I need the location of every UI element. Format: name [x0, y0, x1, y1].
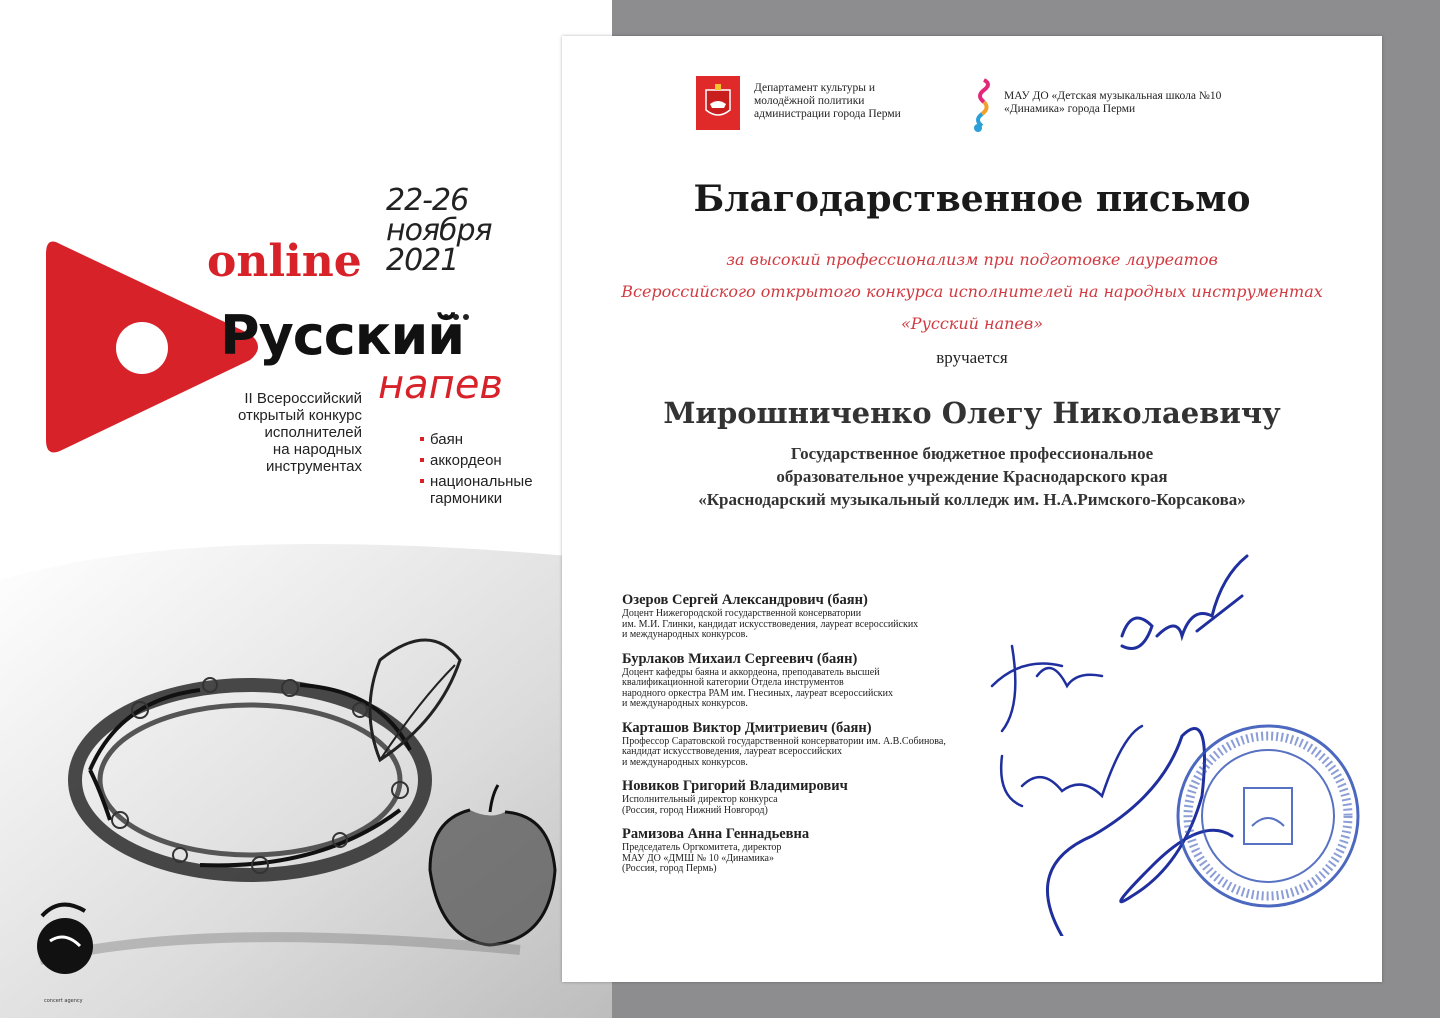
contest-description: II Всероссийский открытый конкурс исполнителей на народных инструментах — [237, 390, 362, 475]
letter-title: Благодарственное письмо — [693, 178, 1251, 220]
instrument-item: аккордеон — [420, 452, 560, 469]
dates-days: 22-26 — [386, 183, 469, 218]
jury-member — [622, 592, 1022, 641]
jury-member-desc: Профессор Саратовской государственной консерватории им. А.В.Собинова, кандидат искусствоведения, лауреат всероссийских и международных конкурсов. — [622, 735, 946, 768]
recipient-name: Мирошниченко Олегу Николаевичу — [663, 396, 1281, 430]
dates-year: 2021 — [386, 243, 459, 278]
signature-ozerov — [1122, 556, 1247, 649]
instrument-list — [420, 431, 560, 511]
dynamika-school-logo-icon — [970, 76, 994, 136]
jury-member-desc: Председатель Оргкомитета, директор МАУ ДО «ДМШ № 10 «Динамика» (Россия, город Пермь) — [622, 842, 782, 874]
jury-member-name: Новиков Григорий Владимирович — [622, 778, 848, 794]
perm-coat-of-arms-icon — [696, 76, 740, 130]
online-label: online — [207, 236, 362, 287]
jury-member-name: Озеров Сергей Александрович (баян) — [622, 592, 868, 608]
gratitude-letter — [562, 36, 1382, 982]
contest-poster — [0, 0, 612, 1018]
jury-member-desc: Исполнительный директор конкурса (Россия, город Нижний Новгород) — [622, 794, 778, 816]
recipient-organization: Государственное бюджетное профессиональное образовательное учреждение Краснодарского края «Краснодарский музыкальный колледж им. Н.А.Римского-Корсакова» — [698, 444, 1246, 509]
contest-subtitle: напев — [378, 362, 503, 408]
jury-member-name: Рамизова Анна Геннадьевна — [622, 826, 810, 842]
dates-month: ноября — [386, 213, 492, 248]
jury-list — [622, 592, 1022, 885]
agency-caption: concert agency — [44, 998, 83, 1004]
jury-member — [622, 826, 1022, 875]
instrument-item: баян — [420, 431, 560, 448]
dept-name: Департамент культуры и молодёжной политики администрации города Перми — [754, 82, 901, 120]
jury-member-name: Карташов Виктор Дмитриевич (баян) — [622, 719, 872, 736]
contest-dates — [386, 183, 496, 278]
jury-member — [622, 720, 1022, 769]
jury-member — [622, 651, 1022, 710]
official-seal — [1174, 722, 1362, 910]
signature-burlakov — [992, 646, 1102, 731]
jury-member — [622, 778, 1022, 816]
jury-member-desc: Доцент кафедры баяна и аккордеона, преподаватель высшей квалификационной категории Отдела инструментов народного оркестра РАМ им. Гнесиных, лауреат всероссийских и международных конкурсов. — [622, 666, 894, 709]
award-reason: за высокий профессионализм при подготовке лауреатов Всероссийского открытого конкурса исполнителей на народных инструментах «Русский напев» — [621, 250, 1323, 333]
concert-agency-logo — [30, 886, 100, 986]
contest-title: Русский — [220, 304, 465, 367]
jury-member-name: Бурлаков Михаил Сергеевич (баян) — [622, 650, 858, 667]
school-header — [970, 76, 1270, 130]
signature-kartashov — [1001, 726, 1142, 806]
school-name: МАУ ДО «Детская музыкальная школа №10 «Динамика» города Перми — [1004, 90, 1222, 115]
jury-member-desc: Доцент Нижегородской государственной консерватории им. М.И. Глинки, кандидат искусствоведения, лауреат всероссийских и международных конкурсов. — [622, 608, 919, 640]
instrument-item: национальные гармоники — [420, 473, 560, 507]
awarded-label: вручается — [936, 348, 1008, 367]
dept-header — [696, 76, 956, 130]
